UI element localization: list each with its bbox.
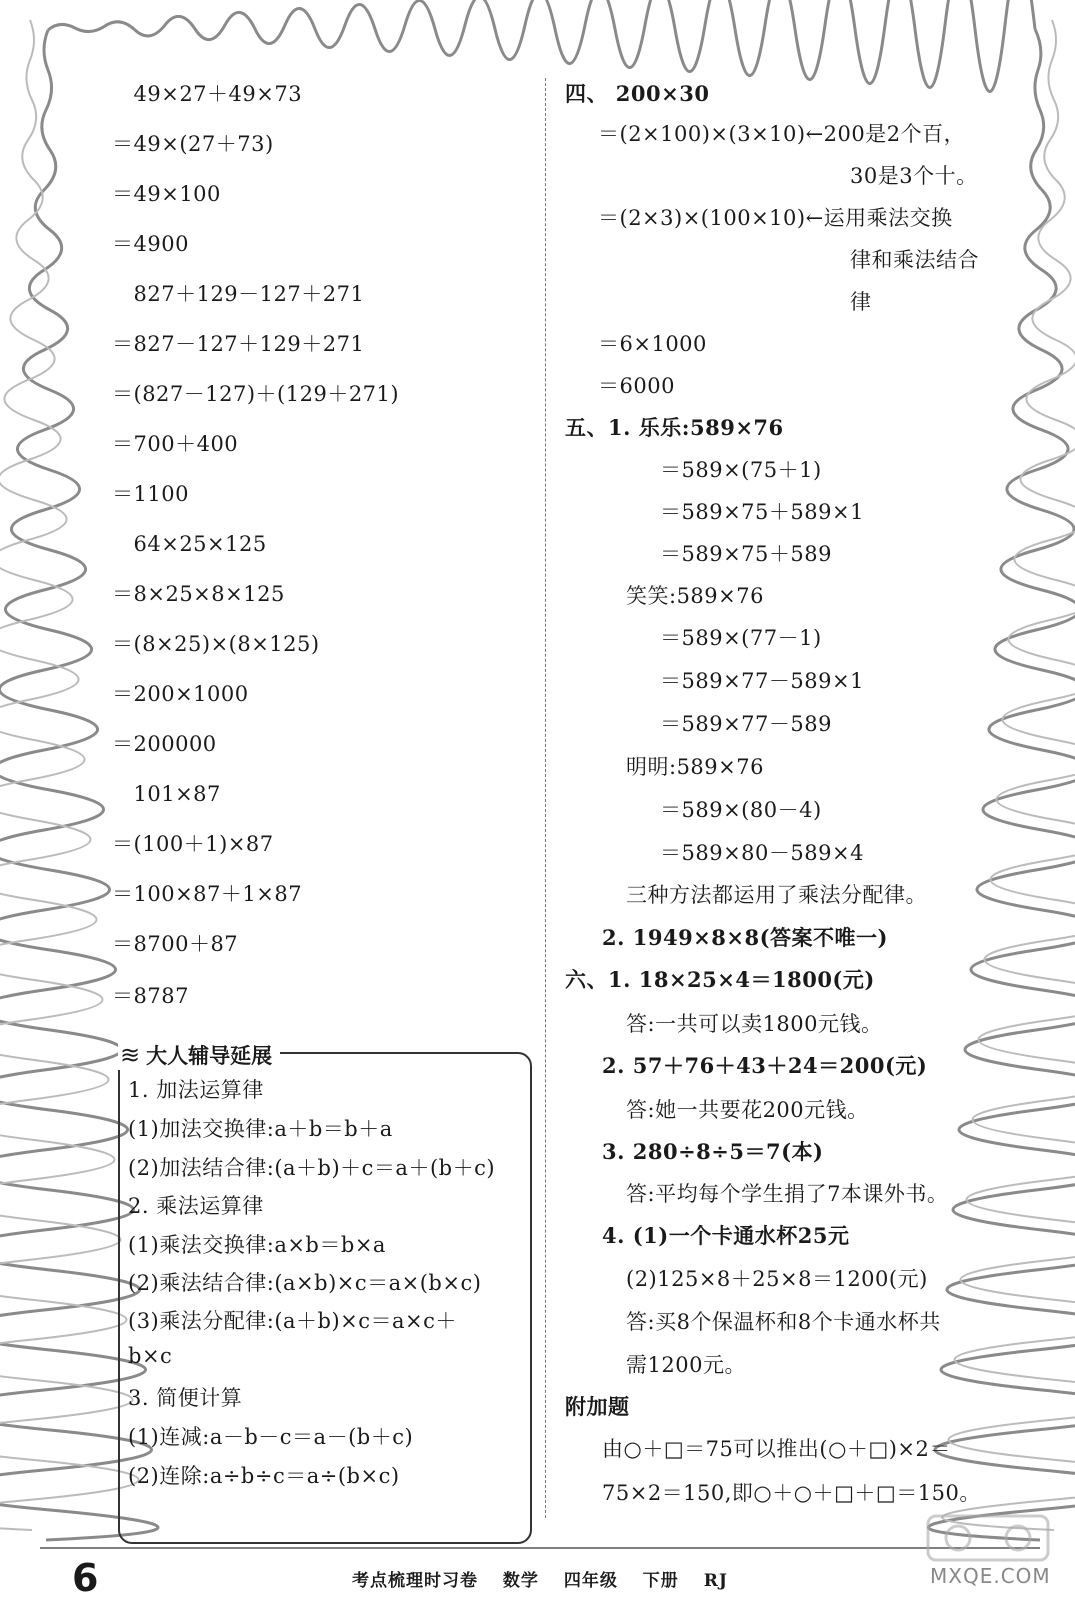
right-line: 明明:589×76 bbox=[626, 755, 764, 779]
left-line: ＝49×(27＋73) bbox=[112, 132, 274, 156]
left-line: ＝200000 bbox=[112, 732, 217, 756]
grade: 四年级 bbox=[563, 1571, 618, 1591]
tip-box-header bbox=[118, 1040, 280, 1070]
right-line: ＝(2×3)×(100×10)←运用乘法交换 bbox=[598, 206, 953, 230]
right-line: ＝589×80－589×4 bbox=[660, 841, 864, 865]
tip-box-line: (3)乘法分配律:(a＋b)×c＝a×c＋ bbox=[128, 1309, 457, 1333]
right-line: (2)125×8＋25×8＝1200(元) bbox=[626, 1267, 928, 1291]
left-line: 64×25×125 bbox=[112, 532, 267, 556]
column-divider bbox=[545, 78, 546, 1518]
right-line: 3. 280÷8÷5＝7(本) bbox=[602, 1139, 824, 1164]
right-line: 答:一共可以卖1800元钱。 bbox=[626, 1012, 883, 1036]
left-line: 101×87 bbox=[112, 782, 221, 806]
left-line: ＝1100 bbox=[112, 482, 189, 506]
right-line: 四、 200×30 bbox=[565, 81, 710, 106]
left-line: ＝8700＋87 bbox=[112, 932, 239, 956]
right-line: 六、1. 18×25×4＝1800(元) bbox=[565, 967, 875, 992]
watermark-text: MXQE.COM bbox=[930, 1564, 1051, 1588]
right-line: 律 bbox=[850, 290, 872, 314]
left-line: ＝200×1000 bbox=[112, 682, 249, 706]
right-line: 答:平均每个学生捐了7本课外书。 bbox=[626, 1182, 949, 1206]
left-line: ＝(100＋1)×87 bbox=[112, 832, 274, 856]
left-line: ＝827－127＋129＋271 bbox=[112, 332, 365, 356]
tip-box-line: b×c bbox=[128, 1344, 173, 1368]
right-line: ＝6000 bbox=[598, 374, 675, 398]
volume: 下册 bbox=[642, 1571, 679, 1591]
right-line: 律和乘法结合 bbox=[850, 248, 979, 272]
footer-info bbox=[352, 1566, 746, 1591]
tip-box-line: 2. 乘法运算律 bbox=[128, 1194, 264, 1218]
right-line: 三种方法都运用了乘法分配律。 bbox=[626, 883, 927, 907]
right-line: 需1200元。 bbox=[626, 1353, 746, 1377]
right-line: 2. 1949×8×8(答案不唯一) bbox=[602, 925, 888, 950]
left-line: ＝100×87＋1×87 bbox=[112, 882, 303, 906]
left-line: ＝49×100 bbox=[112, 182, 221, 206]
right-line: ＝(2×100)×(3×10)←200是2个百， bbox=[598, 122, 966, 146]
tip-box-line: (1)连减:a－b－c＝a－(b＋c) bbox=[128, 1425, 414, 1449]
page-number: 6 bbox=[72, 1556, 99, 1600]
right-line: ＝6×1000 bbox=[598, 332, 707, 356]
left-line: ＝8×25×8×125 bbox=[112, 582, 285, 606]
right-line: 2. 57＋76＋43＋24＝200(元) bbox=[602, 1053, 928, 1078]
right-line: ＝589×75＋589×1 bbox=[660, 500, 864, 524]
right-line: ＝589×75＋589 bbox=[660, 542, 832, 566]
left-line: ＝4900 bbox=[112, 232, 189, 256]
waves-icon: ≋ bbox=[120, 1041, 141, 1069]
left-line: ＝(8×25)×(8×125) bbox=[112, 632, 320, 656]
right-line: 五、1. 乐乐:589×76 bbox=[565, 415, 784, 440]
right-line: 由○＋□＝75可以推出(○＋□)×2＝ bbox=[602, 1437, 951, 1461]
left-line: 827＋129－127＋271 bbox=[112, 282, 365, 306]
book-title: 考点梳理时习卷 bbox=[352, 1571, 478, 1591]
right-line: ＝589×77－589×1 bbox=[660, 669, 864, 693]
left-line: ＝(827－127)＋(129＋271) bbox=[112, 382, 400, 406]
tip-box-line: 3. 简便计算 bbox=[128, 1386, 243, 1410]
tip-box-line: (1)加法交换律:a＋b＝b＋a bbox=[128, 1117, 393, 1141]
left-line: ＝8787 bbox=[112, 984, 189, 1008]
right-line: 4. (1)一个卡通水杯25元 bbox=[602, 1223, 850, 1248]
tip-box-line: (2)加法结合律:(a＋b)＋c＝a＋(b＋c) bbox=[128, 1156, 496, 1180]
right-line: 附加题 bbox=[565, 1394, 630, 1419]
right-line: 答:她一共要花200元钱。 bbox=[626, 1098, 869, 1122]
right-line: ＝589×77－589 bbox=[660, 712, 832, 736]
subject: 数学 bbox=[502, 1571, 539, 1591]
right-line: 75×2＝150,即○＋○＋□＋□＝150。 bbox=[602, 1481, 981, 1505]
tip-box-line: (1)乘法交换律:a×b＝b×a bbox=[128, 1233, 386, 1257]
right-line: 答:买8个保温杯和8个卡通水杯共 bbox=[626, 1310, 941, 1334]
right-line: 笑笑:589×76 bbox=[626, 584, 764, 608]
tip-box-line: 1. 加法运算律 bbox=[128, 1078, 264, 1102]
tip-box-title: 大人辅导延展 bbox=[146, 1044, 273, 1068]
left-line: ＝700＋400 bbox=[112, 432, 239, 456]
left-line: 49×27＋49×73 bbox=[112, 82, 303, 106]
edition: RJ bbox=[703, 1571, 728, 1591]
right-line: 30是3个十。 bbox=[850, 164, 978, 188]
right-line: ＝589×(77－1) bbox=[660, 626, 822, 650]
tip-box-line: (2)连除:a÷b÷c＝a÷(b×c) bbox=[128, 1464, 400, 1488]
right-line: ＝589×(75＋1) bbox=[660, 458, 822, 482]
right-line: ＝589×(80－4) bbox=[660, 798, 822, 822]
tip-box-line: (2)乘法结合律:(a×b)×c＝a×(b×c) bbox=[128, 1271, 482, 1295]
